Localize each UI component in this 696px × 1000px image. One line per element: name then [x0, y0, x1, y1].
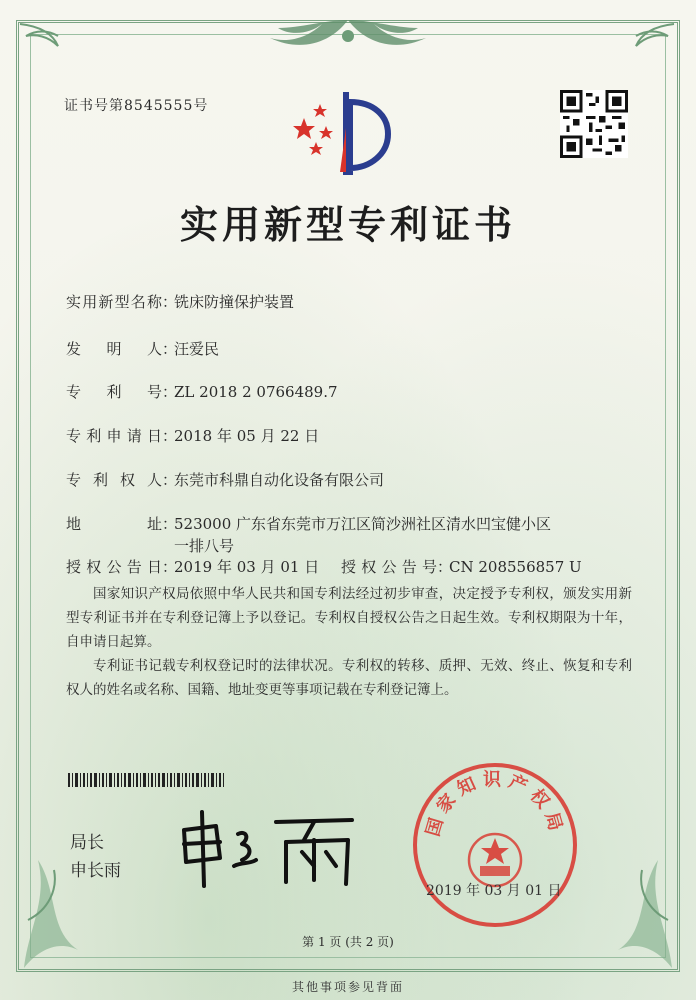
corner-ornament-tl — [18, 22, 78, 62]
svg-text:国家知识产权局 — [423, 768, 568, 838]
patentee-row: 专利权人：东莞市科鼎自动化设备有限公司 — [66, 471, 385, 489]
page-indicator: 第 1 页 (共 2 页) — [302, 935, 394, 949]
model-name-label: 实用新型名称 — [66, 293, 162, 311]
official-seal — [410, 760, 580, 930]
grant-pub-no-value: CN 208556857 U — [449, 558, 582, 576]
model-name-row: 实用新型名称：铣床防撞保护装置 — [66, 293, 295, 311]
inventor-row: 发明人：汪爱民 — [66, 340, 220, 358]
filing-date-label: 专利申请日 — [66, 427, 162, 445]
barcode — [68, 773, 224, 787]
grant-statement-paragraph: 国家知识产权局依照中华人民共和国专利法经过初步审查，决定授予专利权，颁发实用新型专利证书并在专利登记簿上予以登记。专利权自授权公告之日起生效。专利权期限为十年，自申请日起算。 — [66, 586, 632, 650]
footer-note: 其他事项参见背面 — [291, 980, 404, 994]
qr-code — [560, 90, 628, 158]
patentee-label: 专利权人 — [66, 471, 162, 489]
certificate-number: 证书号第8545555号 — [64, 98, 209, 114]
grant-pub-no-row: 授权公告号：CN 208556857 U — [341, 558, 582, 576]
signature — [176, 800, 366, 890]
address-row: 地址：523000 广东省东莞市万江区简沙洲社区清水凹宝健小区 — [66, 515, 552, 533]
legal-status-paragraph: 专利证书记载专利权登记时的法律状况。专利权的转移、质押、无效、终止、恢复和专利权人的姓名或名称、国籍、地址变更等事项记载在专利登记簿上。 — [66, 658, 632, 698]
corner-ornament-tr — [616, 22, 676, 62]
grant-pub-date-label: 授权公告日 — [66, 558, 162, 576]
signatory-name: 申长雨 — [70, 861, 121, 881]
signatory-title: 局长 — [70, 833, 104, 853]
seal-date: 2019 年 03 月 01 日 — [426, 883, 562, 899]
cnipa-logo — [290, 88, 406, 176]
filing-date-value: 2018 年 05 月 22 日 — [174, 427, 320, 445]
address-label: 地址 — [66, 515, 162, 533]
seal-text: 国家知识产权局 — [422, 769, 568, 839]
grant-pub-date-value: 2019 年 03 月 01 日 — [174, 558, 320, 576]
address-value-line1: 523000 广东省东莞市万江区简沙洲社区清水凹宝健小区 — [174, 515, 552, 533]
certificate-title: 实用新型专利证书 — [179, 202, 516, 247]
inventor-label: 发明人 — [66, 340, 162, 358]
model-name-value: 铣床防撞保护装置 — [174, 293, 295, 311]
address-value-line2: 一排八号 — [174, 537, 235, 555]
filing-date-row: 专利申请日：2018 年 05 月 22 日 — [66, 427, 320, 445]
top-ornament — [230, 14, 466, 58]
grant-pub-no-label: 授权公告号 — [341, 558, 437, 576]
patent-no-row: 专利号：ZL 2018 2 0766489.7 — [66, 383, 338, 401]
grant-pub-date-row: 授权公告日：2019 年 03 月 01 日 — [66, 558, 320, 576]
patentee-value: 东莞市科鼎自动化设备有限公司 — [174, 471, 385, 489]
patent-no-label: 专利号 — [66, 383, 162, 401]
patent-no-value: ZL 2018 2 0766489.7 — [174, 383, 338, 401]
inventor-value: 汪爱民 — [174, 340, 220, 358]
